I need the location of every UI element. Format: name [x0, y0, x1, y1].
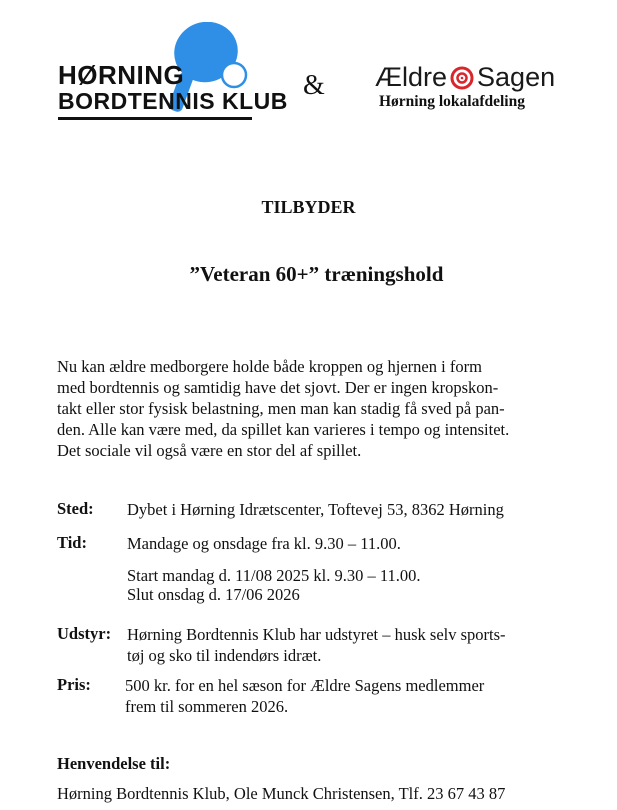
club-name-bordtennis: BORDTENNIS: [58, 88, 216, 114]
intro-line: Nu kan ældre medborgere holde både kroppen og hjernen i form: [57, 357, 482, 376]
offer-heading: TILBYDER: [261, 197, 356, 217]
pris-label: Pris:: [57, 675, 91, 694]
sted-label: Sted:: [57, 499, 94, 518]
club-logo-underline: [58, 117, 252, 120]
page-title: ”Veteran 60+” træningshold: [189, 262, 444, 286]
udstyr-label: Udstyr:: [57, 624, 112, 643]
partner-subtitle: Hørning lokalafdeling: [379, 93, 525, 110]
tid-label: Tid:: [57, 533, 87, 552]
tid-end: Slut onsdag d. 17/06 2026: [127, 585, 300, 604]
club-name-line1: HØRNING: [58, 60, 185, 90]
swirl-icon: [450, 66, 474, 90]
partner-name: [375, 62, 555, 93]
contact-line: Hørning Bordtennis Klub, Ole Munck Christensen, Tlf. 23 67 43 87: [57, 784, 506, 803]
partner-name-part1: Ældre: [375, 62, 448, 92]
intro-paragraph: [57, 356, 577, 461]
intro-line: Det sociale vil også være en stor del af spillet.: [57, 441, 362, 460]
tid-start: Start mandag d. 11/08 2025 kl. 9.30 – 11.00.: [127, 566, 421, 585]
intro-line: den. Alle kan være med, da spillet kan varieres i tempo og intensitet.: [57, 420, 510, 439]
partner-name-part2: Sagen: [477, 62, 556, 92]
pris-line2: frem til sommeren 2026.: [125, 697, 289, 716]
udstyr-line2: tøj og sko til indendørs idræt.: [127, 646, 322, 665]
club-name-line2: [58, 88, 288, 115]
pris-line1: 500 kr. for en hel sæson for Ældre Sagens medlemmer: [125, 676, 485, 695]
partner-logo: [375, 62, 565, 112]
tid-value: Mandage og onsdage fra kl. 9.30 – 11.00.: [127, 534, 401, 553]
club-logo: [56, 22, 288, 122]
intro-line: takt eller stor fysisk belastning, men man kan stadig få sved på pan-: [57, 399, 505, 418]
udstyr-line1: Hørning Bordtennis Klub har udstyret – husk selv sports-: [127, 625, 506, 644]
ampersand: &: [303, 70, 325, 101]
contact-label: Henvendelse til:: [57, 754, 171, 773]
intro-line: med bordtennis og samtidig have det sjovt. Der er ingen kropskon-: [57, 378, 499, 397]
sted-value: Dybet i Hørning Idrætscenter, Toftevej 53, 8362 Hørning: [127, 500, 504, 519]
club-name-klub: KLUB: [221, 88, 288, 114]
